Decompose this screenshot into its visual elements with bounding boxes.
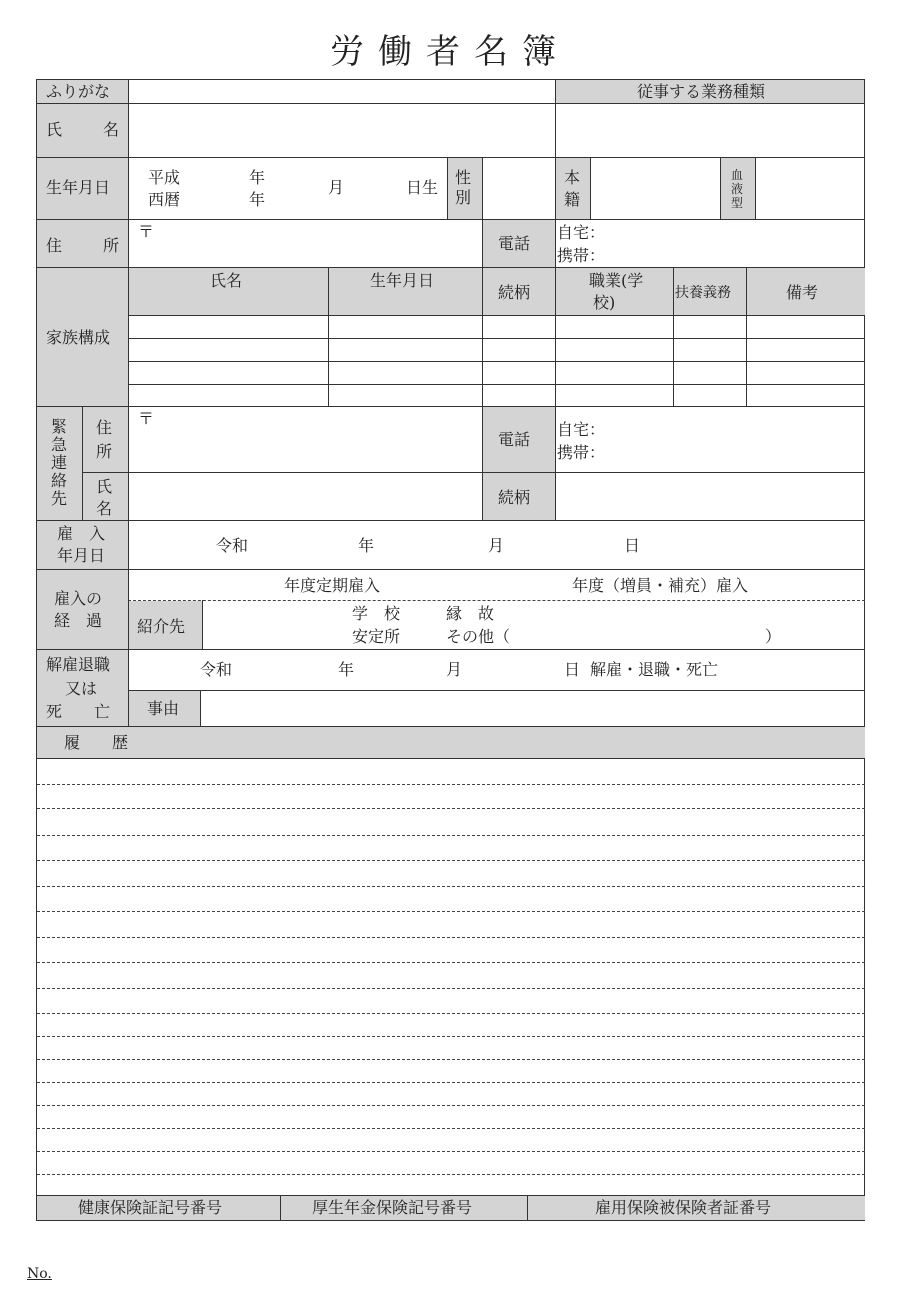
em-home-phone-label: 自宅： <box>557 420 606 439</box>
periodic-hire-label: 年度定期雇入 <box>284 576 381 595</box>
dismissal-label-2: 又は <box>65 679 98 698</box>
emergency-label-2: 急 <box>51 435 68 454</box>
address-label-2: 所 <box>103 236 120 255</box>
address-label-1: 住 <box>46 236 63 255</box>
blood-label-2: 液 <box>731 182 744 196</box>
employment-insurance-label: 雇用保険被保険者証番号 <box>595 1198 772 1217</box>
emergency-label-1: 緊 <box>51 417 68 436</box>
dismissal-month: 月 <box>446 660 463 679</box>
furigana-label: ふりがな <box>46 82 111 101</box>
history-header <box>37 727 865 758</box>
em-address-label-2: 所 <box>96 442 113 461</box>
emergency-label-5: 先 <box>51 489 68 508</box>
hire-day: 日 <box>624 536 641 555</box>
other-option: その他（ <box>446 627 511 646</box>
em-mobile-phone-label: 携帯： <box>557 443 606 462</box>
occupation-header-2: 校) <box>593 293 616 312</box>
occupation-header-1: 職業(学 <box>589 271 644 290</box>
reason-label: 事由 <box>147 699 180 718</box>
school-option: 学 校 <box>352 604 401 623</box>
emergency-label-3: 連 <box>51 453 68 472</box>
em-phone-label: 電話 <box>498 430 531 449</box>
home-phone-label: 自宅： <box>557 223 606 242</box>
hire-month: 月 <box>488 536 505 555</box>
pension-label: 厚生年金保険記号番号 <box>312 1198 473 1217</box>
relative-option: 縁 故 <box>446 604 495 623</box>
hire-process-label-2: 経 過 <box>54 611 103 630</box>
em-postal-mark: 〒 <box>138 409 155 428</box>
family-label: 家族構成 <box>46 328 111 347</box>
hire-date-label-1: 雇 入 <box>57 524 106 543</box>
health-insurance-label: 健康保険証記号番号 <box>78 1198 223 1217</box>
emergency-label-4: 絡 <box>51 471 68 490</box>
dependent-header: 扶養義務 <box>675 285 731 301</box>
remarks-header: 備考 <box>786 283 819 302</box>
history-label: 履 歴 <box>64 733 129 752</box>
hire-year: 年 <box>358 536 375 555</box>
blood-label-3: 型 <box>731 196 744 210</box>
job-type-label: 従事する業務種類 <box>637 82 766 101</box>
referral-label: 紹介先 <box>137 617 186 636</box>
blood-label-1: 血 <box>731 168 744 182</box>
day-born-label: 日生 <box>406 178 439 197</box>
hire-process-header <box>37 570 128 649</box>
sex-label-1: 性 <box>455 168 472 187</box>
dismissal-types: 解雇・退職・死亡 <box>590 660 719 679</box>
dismissal-label-3: 死 亡 <box>46 702 111 721</box>
em-name-label-1: 氏 <box>96 477 113 496</box>
number-label: No. <box>27 1266 52 1282</box>
phone-label: 電話 <box>498 234 531 253</box>
era-heisei: 平成 <box>148 168 181 187</box>
hire-process-label-1: 雇入の <box>54 589 103 608</box>
office-option: 安定所 <box>352 627 401 646</box>
name-label-1: 氏 <box>46 120 63 139</box>
month-label: 月 <box>328 178 345 197</box>
era-seireki: 西暦 <box>148 190 181 209</box>
extra-hire-label: 年度（増員・補充）雇入 <box>572 576 749 595</box>
year-label-1: 年 <box>249 168 266 187</box>
dismissal-era: 令和 <box>200 660 233 679</box>
honseki-label-2: 籍 <box>564 190 581 209</box>
family-relation-header: 続柄 <box>498 283 531 302</box>
dismissal-label-1: 解雇退職 <box>46 655 111 674</box>
family-name-header: 氏名 <box>210 271 243 290</box>
sex-label-2: 別 <box>455 188 472 207</box>
year-label-2: 年 <box>249 190 266 209</box>
birthdate-label: 生年月日 <box>46 178 111 197</box>
mobile-phone-label: 携帯： <box>557 246 606 265</box>
hire-era: 令和 <box>216 536 249 555</box>
name-label-2: 名 <box>103 120 120 139</box>
postal-mark: 〒 <box>138 222 155 241</box>
em-relation-label: 続柄 <box>498 488 531 507</box>
other-close-paren: ） <box>765 627 782 646</box>
honseki-label-1: 本 <box>564 168 581 187</box>
page-title: 労働者名簿 <box>330 32 570 72</box>
em-name-label-2: 名 <box>96 499 113 518</box>
em-address-label-1: 住 <box>96 418 113 437</box>
dismissal-day: 日 <box>564 660 581 679</box>
hire-date-label-2: 年月日 <box>57 546 106 565</box>
family-birth-header: 生年月日 <box>370 271 435 290</box>
form-frame <box>36 79 865 1221</box>
dismissal-year: 年 <box>338 660 355 679</box>
